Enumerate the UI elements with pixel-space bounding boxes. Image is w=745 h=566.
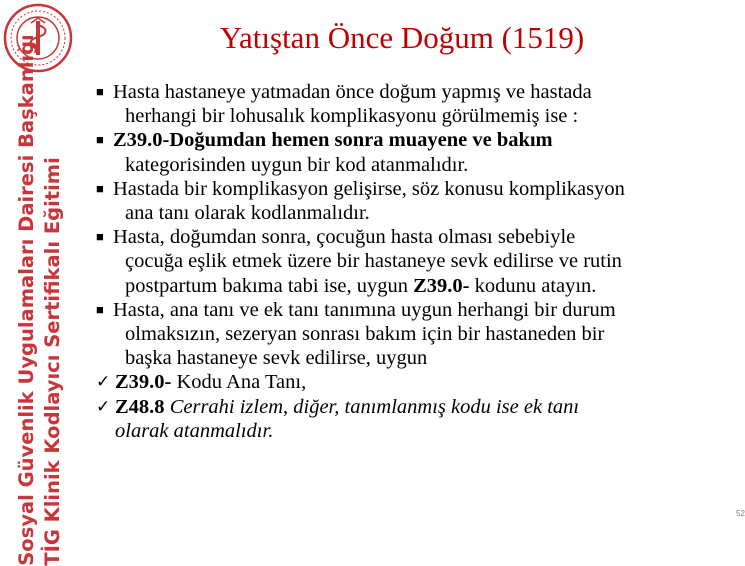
- list-item: ■ Hasta, doğumdan sonra, çocuğun hasta olması sebebiyle çocuğa eşlik etmek üzere bir hastaneye sevk edilirse ve rutin postpartum bakıma tabi ise, uygun Z39.0- kodunu atayın.: [96, 226, 622, 297]
- square-bullet-icon: ■: [96, 84, 104, 99]
- bullet-list: [96, 80, 708, 443]
- list-item: ■ Hasta, ana tanı ve ek tanı tanımına uygun herhangi bir durum olmaksızın, sezeryan sonrası bakım için bir hastaneden bir başka hastaneye sevk edilirse, uygun: [96, 298, 616, 370]
- slide-content: [84, 0, 745, 540]
- list-item: ■ Z39.0-Doğumdan hemen sonra muayene ve bakım kategorisinden uygun bir kod atanmalıdır.: [96, 129, 553, 176]
- page-title: Yatıştan Önce Doğum (1519): [219, 20, 585, 55]
- sidebar: [0, 0, 80, 566]
- checkmark-icon: ✓: [96, 396, 111, 417]
- square-bullet-icon: ■: [96, 229, 104, 245]
- square-bullet-icon: ■: [96, 301, 104, 317]
- square-bullet-icon: ■: [96, 180, 104, 196]
- list-item: ■ Hastada bir komplikasyon gelişirse, söz konusu komplikasyon ana tanı olarak kodlanmalıdır.: [96, 177, 625, 225]
- page-number: 52: [736, 509, 745, 518]
- sidebar-line-department: Sosyal Güvenlik Uygulamaları Dairesi Başkanlığı: [15, 34, 38, 566]
- checkmark-icon: ✓: [96, 372, 111, 393]
- list-item: ✓ Z48.8 Cerrahi izlem, diğer, tanımlanmış kodu ise ek tanı olarak atanmalıdır.: [96, 395, 580, 442]
- list-item: ■ Hasta hastaneye yatmadan önce doğum yapmış ve hastada herhangi bir lohusalık komplikasyonu görülmemiş ise :: [96, 81, 592, 128]
- sidebar-line-training: TİG Klinik Kodlayıcı Sertifikalı Eğitimi: [41, 157, 64, 566]
- list-item: ✓ Z39.0- Kodu Ana Tanı,: [96, 371, 307, 394]
- square-bullet-icon: ■: [96, 132, 104, 148]
